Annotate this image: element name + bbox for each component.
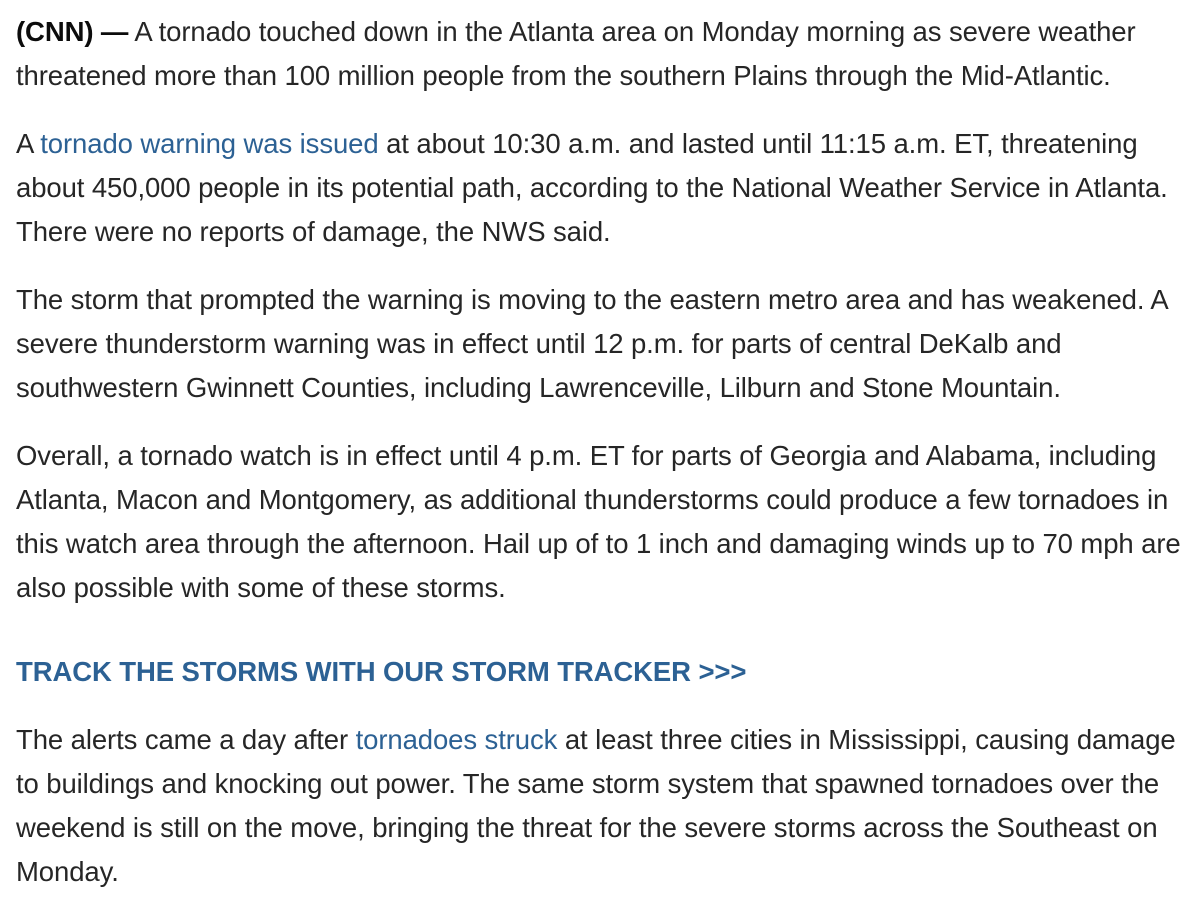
paragraph-text: at least three cities in Mississippi, causing damage to buildings and knocking out power. The same storm system that spawned tornadoes over the weekend is still on the move, bringing the threat for the severe storms across the Southeast on Monday. — [16, 724, 1176, 887]
paragraph-text: The storm that prompted the warning is moving to the eastern metro area and has weakened. A severe thunderstorm warning was in effect until 12 p.m. for parts of central DeKalb and southwestern Gwinnett Counties, including Lawrenceville, Lilburn and Stone Mountain. — [16, 284, 1168, 403]
paragraph-intro-text: A tornado touched down in the Atlanta area on Monday morning as severe weather threatened more than 100 million people from the southern Plains through the Mid-Atlantic. — [16, 16, 1136, 91]
tornado-warning-link[interactable]: tornado warning was issued — [40, 128, 379, 159]
storm-tracker-callout — [16, 650, 1191, 694]
tornadoes-struck-link[interactable]: tornadoes struck — [355, 724, 558, 755]
article-body — [16, 10, 1191, 894]
paragraph-tornado-watch — [16, 434, 1191, 610]
dateline: (CNN) — — [16, 16, 129, 47]
storm-tracker-link[interactable]: TRACK THE STORMS WITH OUR STORM TRACKER >>> — [16, 656, 747, 687]
paragraph-text: A — [16, 128, 41, 159]
paragraph-mississippi — [16, 718, 1191, 894]
paragraph-intro — [16, 10, 1191, 98]
paragraph-text: at about 10:30 a.m. and lasted until 11:15 a.m. ET, threatening about 450,000 people in its potential path, according to the National Weather Service in Atlanta. There were no reports of damage, the NWS said. — [16, 128, 1168, 247]
paragraph-text: Overall, a tornado watch is in effect until 4 p.m. ET for parts of Georgia and Alabama, including Atlanta, Macon and Montgomery, as additional thunderstorms could produce a few tornadoes in this watch area through the afternoon. Hail up of to 1 inch and damaging winds up to 70 mph are also possible with some of these storms. — [16, 440, 1181, 603]
paragraph-storm-weakened — [16, 278, 1191, 410]
paragraph-tornado-warning — [16, 122, 1191, 254]
paragraph-text: The alerts came a day after — [16, 724, 356, 755]
